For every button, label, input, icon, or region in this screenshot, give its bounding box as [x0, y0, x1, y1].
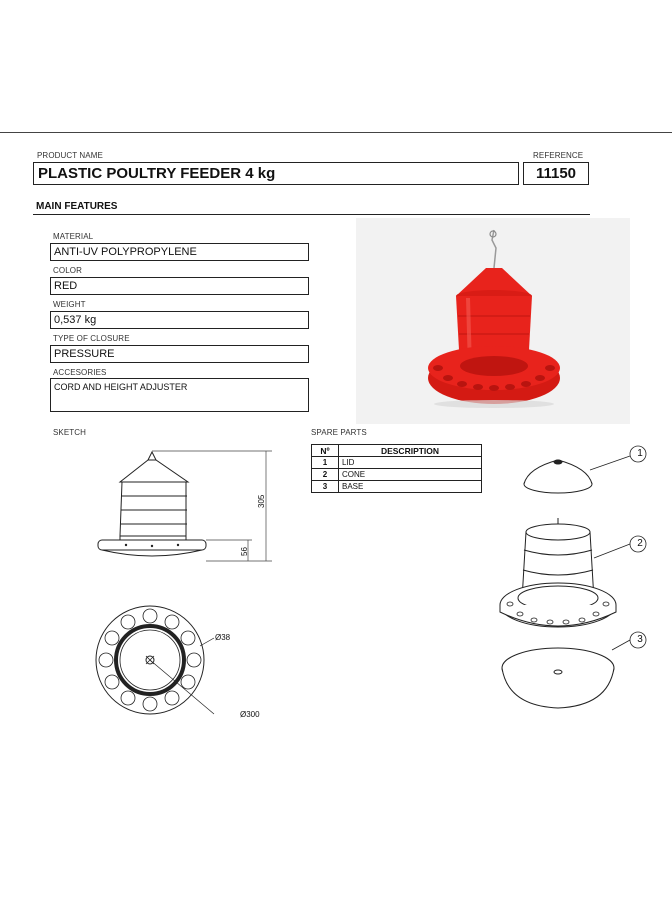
- color-label: COLOR: [53, 266, 82, 275]
- part-description: BASE: [339, 481, 482, 493]
- reference-label: REFERENCE: [533, 151, 584, 160]
- closure-field: PRESSURE: [50, 345, 309, 363]
- spare-parts-label: SPARE PARTS: [311, 428, 367, 437]
- callout-1: 1: [637, 448, 643, 459]
- top-rule: [0, 132, 672, 133]
- exploded-parts-drawing: [490, 440, 670, 720]
- col-desc-header: DESCRIPTION: [339, 445, 482, 457]
- sketch-label: SKETCH: [53, 428, 87, 437]
- table-row: [312, 469, 482, 481]
- callout-3: 3: [637, 634, 643, 645]
- accessories-field: CORD AND HEIGHT ADJUSTER: [50, 378, 309, 412]
- main-features-title: MAIN FEATURES: [36, 201, 118, 212]
- col-no-header: Nº: [312, 445, 339, 457]
- callout-2: 2: [637, 538, 643, 549]
- reference-field: 11150: [523, 162, 589, 185]
- table-row: [312, 481, 482, 493]
- dimension-base-diameter: Ø300: [240, 710, 260, 719]
- spare-parts-table: [311, 444, 482, 493]
- table-header-row: [312, 445, 482, 457]
- part-number: 1: [312, 457, 339, 469]
- weight-label: WEIGHT: [53, 300, 86, 309]
- accessories-label: ACCESORIES: [53, 368, 107, 377]
- feeder-photo: [356, 218, 630, 424]
- dimension-hole-diameter: Ø38: [215, 633, 231, 642]
- product-name-label: PRODUCT NAME: [37, 151, 103, 160]
- weight-field: 0,537 kg: [50, 311, 309, 329]
- part-number: 2: [312, 469, 339, 481]
- color-field: RED: [50, 277, 309, 295]
- part-description: LID: [339, 457, 482, 469]
- part-number: 3: [312, 481, 339, 493]
- dimension-height-base: 56: [240, 547, 249, 556]
- table-row: [312, 457, 482, 469]
- dimension-height-total: 305: [257, 494, 266, 508]
- product-name-field: PLASTIC POULTRY FEEDER 4 kg: [33, 162, 519, 185]
- feeder-top-sketch: [90, 600, 220, 720]
- part-description: CONE: [339, 469, 482, 481]
- material-field: ANTI-UV POLYPROPYLENE: [50, 243, 309, 261]
- material-label: MATERIAL: [53, 232, 94, 241]
- section-rule: [33, 214, 590, 215]
- closure-label: TYPE OF CLOSURE: [53, 334, 130, 343]
